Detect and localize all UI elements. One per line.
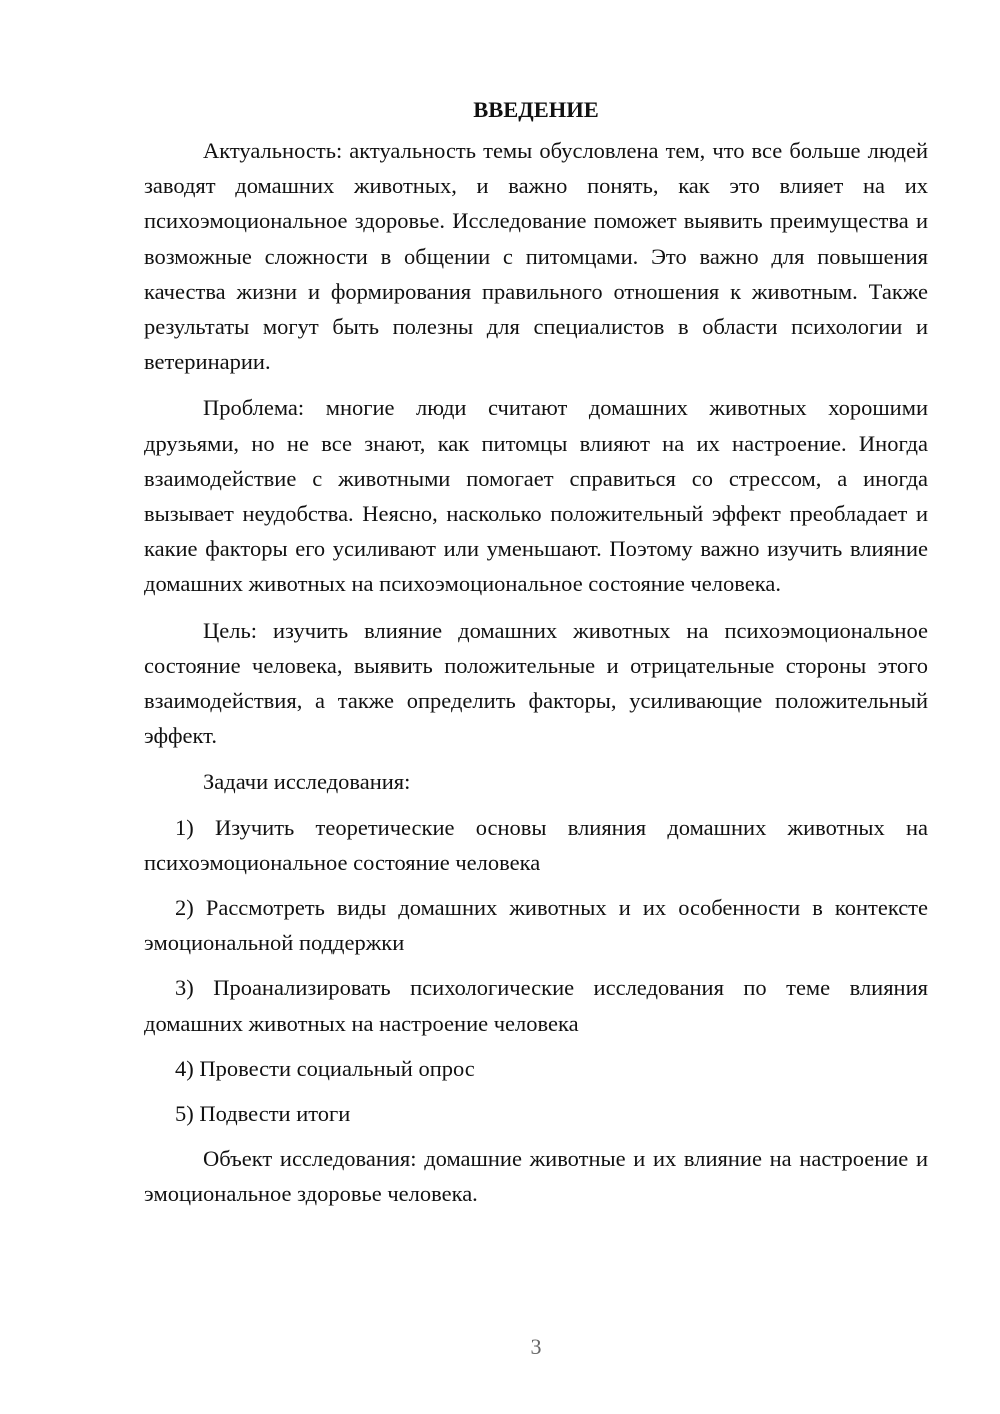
- paragraph-goal: Цель: изучить влияние домашних животных на психоэмоциональное состояние человека, выявить положительные и отрицательные стороны этого взаимодействия, а также определить факторы, усиливающие положительный эффект.: [144, 617, 928, 749]
- task-item-3: 3) Проанализировать психологические исследования по теме влияния домашних животных на настроение человека: [144, 975, 928, 1036]
- page-number: 3: [530, 1334, 542, 1359]
- page-content: [144, 92, 928, 1223]
- paragraph-problem: Проблема: многие люди считают домашних животных хорошими друзьями, но не все знают, как питомцы влияют на их настроение. Иногда взаимодействие с животными помогает справиться со стрессом, а иногда вызывает неудобства. Неясно, насколько положительный эффект преобладает и какие факторы его усиливают или уменьшают. Поэтому важно изучить влияние домашних животных на психоэмоциональное состояние человека.: [144, 395, 928, 597]
- paragraph-object: Объект исследования: домашние животные и их влияние на настроение и эмоциональное здоровье человека.: [144, 1146, 928, 1207]
- task-item-2: 2) Рассмотреть виды домашних животных и их особенности в контексте эмоциональной поддержки: [144, 895, 928, 956]
- page-title: ВВЕДЕНИЕ: [473, 97, 599, 122]
- tasks-heading: Задачи исследования:: [203, 769, 411, 795]
- task-item-1: 1) Изучить теоретические основы влияния домашних животных на психоэмоциональное состояние человека: [144, 814, 928, 875]
- task-item-5: 5) Подвести итоги: [175, 1101, 351, 1127]
- paragraph-relevance: Актуальность: актуальность темы обусловлена тем, что все больше людей заводят домашних животных, и важно понять, как это влияет на их психоэмоциональное здоровье. Исследование поможет выявить преимущества и возможные сложности в общении с питомцами. Это важно для повышения качества жизни и формирования правильного отношения к животным. Также результаты могут быть полезны для специалистов в области психологии и ветеринарии.: [144, 138, 928, 375]
- task-item-4: 4) Провести социальный опрос: [175, 1055, 475, 1081]
